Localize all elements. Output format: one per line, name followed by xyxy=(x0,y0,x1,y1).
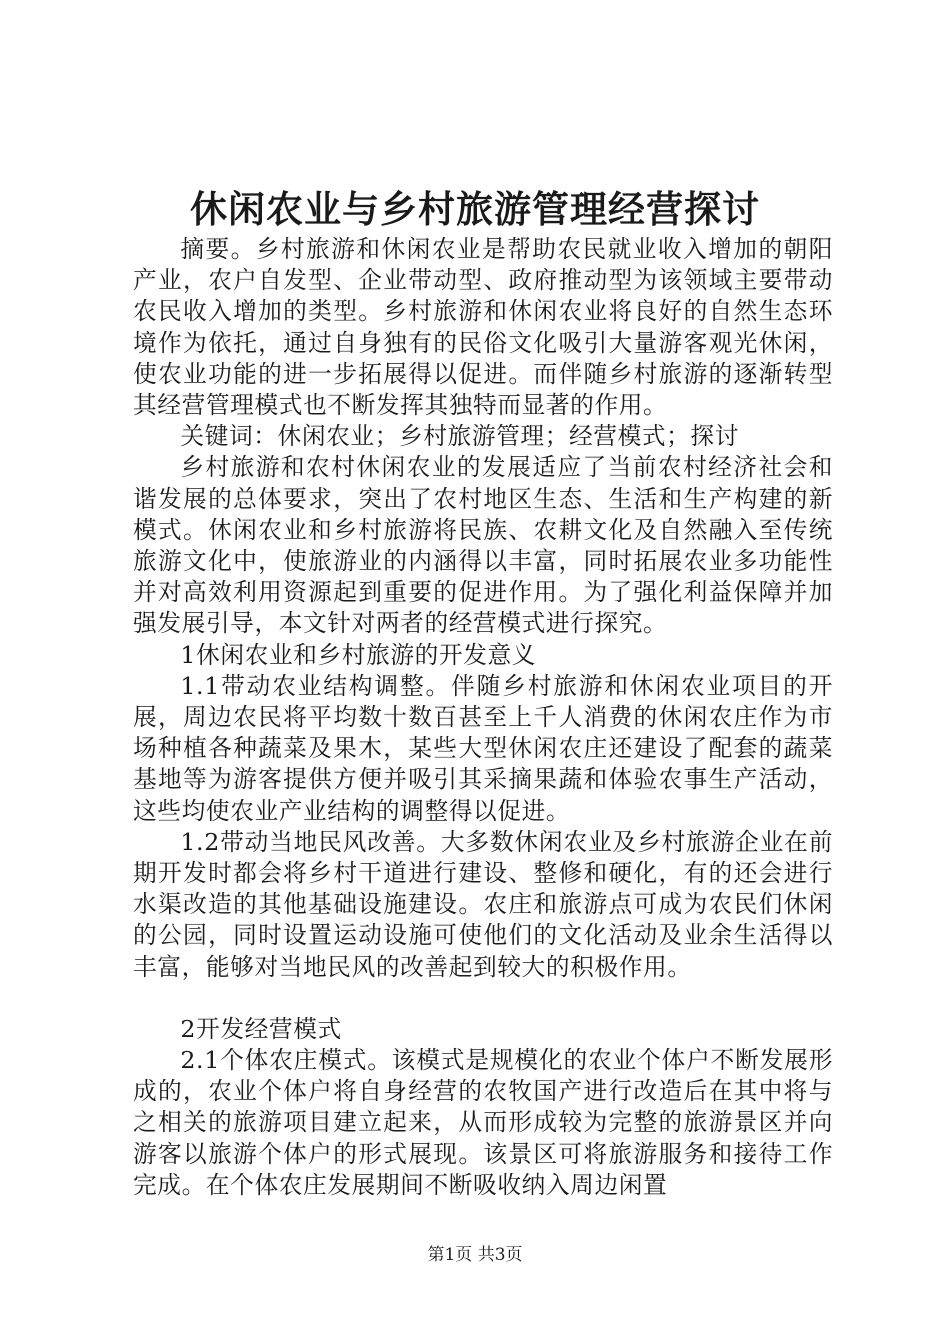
section-1-heading: 1休闲农业和乡村旅游的开发意义 xyxy=(180,640,537,669)
section-1-2-paragraph: 1.2带动当地民风改善。大多数休闲农业及乡村旅游企业在前期开发时都会将乡村干道进行建设、整修和硬化，有的还会进行水渠改造的其他基础设施建设。农庄和旅游点可成为农民们休闲的公园，同时设置运动设施可使他们的文化活动及业余生活得以丰富，能够对当地民风的改善起到较大的积极作用。 xyxy=(133,827,833,981)
document-body xyxy=(133,234,833,1201)
section-2-heading: 2开发经营模式 xyxy=(180,1014,342,1043)
page-number-footer: 第1页 共3页 xyxy=(427,1245,523,1265)
keywords-line: 关键词：休闲农业；乡村旅游管理；经营模式；探讨 xyxy=(180,422,740,451)
paragraph-spacer xyxy=(133,983,833,1014)
abstract-paragraph: 摘要。乡村旅游和休闲农业是帮助农民就业收入增加的朝阳产业，农户自发型、企业带动型、政府推动型为该领域主要带动农民收入增加的类型。乡村旅游和休闲农业将良好的自然生态环境作为依托，通过自身独有的民俗文化吸引大量游客观光休闲，使农业功能的进一步拓展得以促进。而伴随乡村旅游的逐渐转型其经营管理模式也不断发挥其独特而显著的作用。 xyxy=(133,235,833,420)
document-title: 休闲农业与乡村旅游管理经营探讨 xyxy=(190,188,760,231)
section-2-1-paragraph: 2.1个体农庄模式。该模式是规模化的农业个体户不断发展形成的，农业个体户将自身经营的农牧国产进行改造后在其中将与之相关的旅游项目建立起来，从而形成较为完整的旅游景区并向游客以旅游个体户的形式展现。该景区可将旅游服务和接待工作完成。在个体农庄发展期间不断吸收纳入周边闲置 xyxy=(133,1046,833,1199)
intro-paragraph: 乡村旅游和农村休闲农业的发展适应了当前农村经济社会和谐发展的总体要求，突出了农村地区生态、生活和生产构建的新模式。休闲农业和乡村旅游将民族、农耕文化及自然融入至传统旅游文化中，使旅游业的内涵得以丰富，同时拓展农业多功能性并对高效利用资源起到重要的促进作用。为了强化利益保障并加强发展引导，本文针对两者的经营模式进行探究。 xyxy=(133,453,833,638)
section-1-1-paragraph: 1.1带动农业结构调整。伴随乡村旅游和休闲农业项目的开展，周边农民将平均数十数百甚至上千人消费的休闲农庄作为市场种植各种蔬菜及果木，某些大型休闲农庄还建设了配套的蔬菜基地等为游客提供方便并吸引其采摘果蔬和体验农事生产活动，这些均使农业产业结构的调整得以促进。 xyxy=(133,671,833,825)
